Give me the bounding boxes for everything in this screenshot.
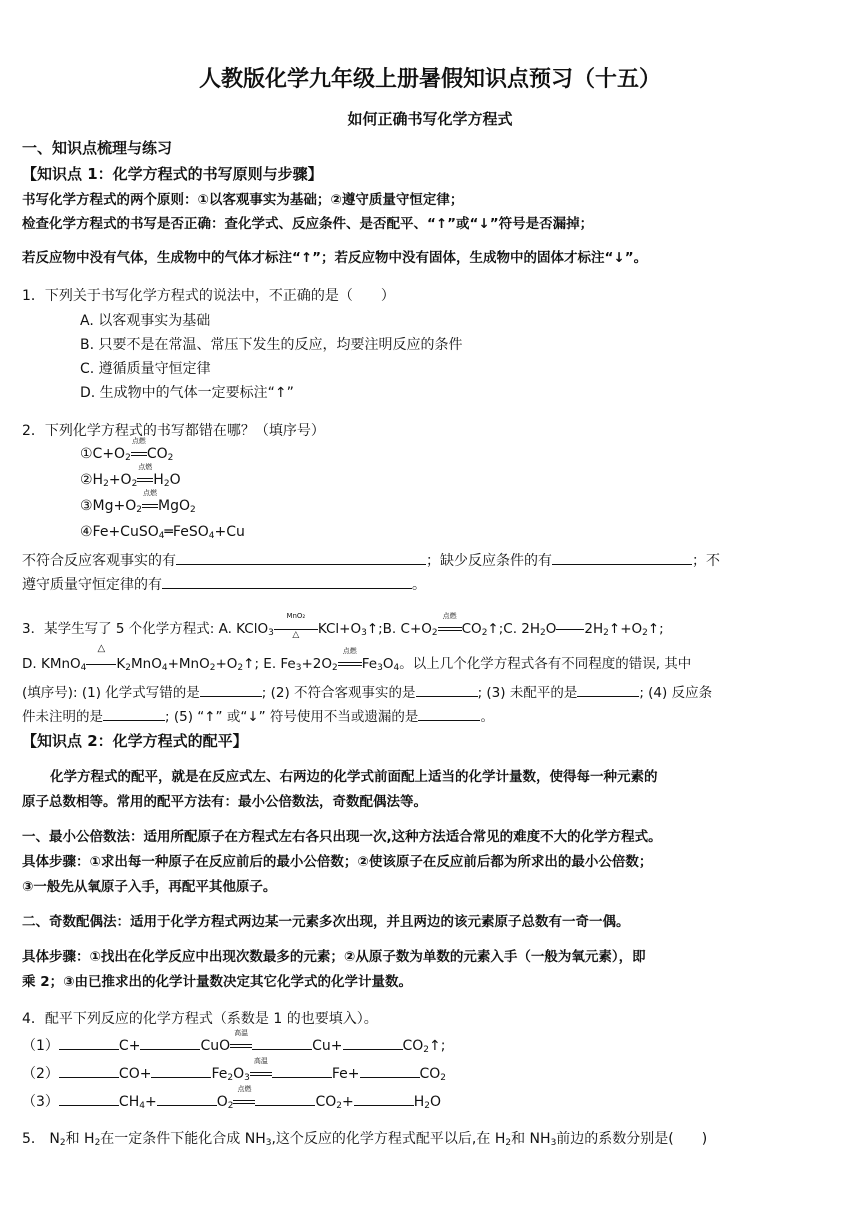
q3-text: MnO bbox=[131, 656, 162, 672]
q3-text: ↑; E. Fe bbox=[243, 656, 296, 672]
coefficient-blank[interactable] bbox=[59, 1065, 119, 1078]
q3-text: CO bbox=[461, 621, 482, 637]
eq-sub: 2 bbox=[59, 1138, 66, 1148]
eq-sub: 4 bbox=[158, 531, 165, 541]
odd-even-steps-cont: 乘 2；③由已推求出的化学计量数决定其它化学式的化学计量数。 bbox=[22, 974, 413, 990]
eq-sub: 2 bbox=[481, 628, 488, 638]
q5-stem bbox=[22, 1128, 707, 1148]
q3-text: 件未注明的是 bbox=[22, 709, 103, 725]
q3-text: (填序号): (1) 化学式写错的是 bbox=[22, 685, 200, 701]
eq-sub: 2 bbox=[163, 479, 170, 489]
eq-sub: 2 bbox=[424, 1101, 430, 1111]
kp1-principles: 书写化学方程式的两个原则：①以客观事实为基础；②遵守质量守恒定律； bbox=[22, 192, 464, 208]
eq-sub: 3 bbox=[268, 628, 274, 638]
eq-sub: 2 bbox=[125, 453, 131, 463]
coefficient-blank[interactable] bbox=[360, 1065, 420, 1078]
coefficient-blank[interactable] bbox=[59, 1037, 119, 1050]
q3-text: ; (5) “↑” 或“↓” 符号使用不当或遗漏的是 bbox=[165, 709, 419, 725]
eq-text: O bbox=[430, 1094, 442, 1110]
q3-text: ↑;B. C+O bbox=[366, 621, 432, 637]
q3-text: ↑+O bbox=[608, 621, 643, 637]
condition-label: 点燃 bbox=[237, 1085, 252, 1093]
q3-line-4 bbox=[22, 705, 494, 725]
eq-sub: 2 bbox=[136, 505, 143, 515]
eq-sub: 2 bbox=[332, 663, 338, 673]
eq-sub: 4 bbox=[139, 1101, 145, 1111]
kp2-definition-cont: 原子总数相等。常用的配平方法有：最小公倍数法，奇数配偶法等。 bbox=[22, 794, 427, 810]
q3-text: 。 bbox=[480, 709, 494, 725]
coefficient-blank[interactable] bbox=[255, 1093, 315, 1106]
condition-mark bbox=[338, 647, 362, 672]
q2-equation-2 bbox=[80, 463, 181, 489]
eq-sub: 2 bbox=[603, 628, 609, 638]
eq-text: + bbox=[144, 1094, 157, 1110]
eq-text: ↑; bbox=[429, 1038, 446, 1054]
eq-text: O bbox=[233, 1066, 245, 1082]
eq-sub: 2 bbox=[227, 1101, 234, 1111]
q3-text: O bbox=[545, 621, 557, 637]
eq-text: ②H bbox=[80, 472, 104, 488]
eq-sub: 2 bbox=[440, 1073, 447, 1083]
eq-sub: 2 bbox=[642, 628, 648, 638]
q2-fill-line-1 bbox=[22, 550, 720, 570]
odd-even-method: 二、奇数配偶法：适用于化学方程式两边某一元素多次出现，并且两边的该元素原子总数有一奇一偶。 bbox=[22, 914, 630, 930]
q2-fill-line-2 bbox=[22, 574, 426, 594]
condition-mark bbox=[556, 621, 584, 637]
condition-mark bbox=[230, 1029, 252, 1054]
condition-label: 高温 bbox=[253, 1057, 268, 1065]
fill-text: 遵守质量守恒定律的有 bbox=[22, 577, 162, 593]
q3-text: K bbox=[116, 656, 126, 672]
eq-sub: 2 bbox=[423, 1045, 430, 1055]
eq-text: CH bbox=[118, 1094, 140, 1110]
eq-sub: 3 bbox=[244, 1073, 250, 1083]
eq-text: Fe+ bbox=[331, 1066, 360, 1082]
q3-text: D. KMnO bbox=[22, 656, 81, 672]
eq-sub: 2 bbox=[209, 663, 216, 673]
eq-sub: 2 bbox=[431, 628, 438, 638]
q3-text: +2O bbox=[301, 656, 333, 672]
eq-text: H bbox=[413, 1094, 425, 1110]
eq-sub: 3 bbox=[361, 628, 367, 638]
eq-sub: 4 bbox=[80, 663, 87, 673]
q3-text: ; (4) 反应条 bbox=[639, 685, 713, 701]
eq-text: + bbox=[342, 1094, 354, 1110]
coefficient-blank[interactable] bbox=[343, 1037, 403, 1050]
q2-equation-1 bbox=[80, 437, 174, 463]
q3-line-2 bbox=[22, 643, 692, 673]
condition-label: 点燃 bbox=[131, 437, 146, 445]
condition-mark bbox=[274, 612, 318, 640]
coefficient-blank[interactable] bbox=[252, 1037, 312, 1050]
q1-option-a: A. 以客观事实为基础 bbox=[80, 313, 211, 329]
odd-even-steps: 具体步骤：①找出在化学反应中出现次数最多的元素；②从原子数为单数的元素入手（一般为氧元素），即 bbox=[22, 949, 646, 965]
condition-mark bbox=[438, 612, 462, 637]
kp2-definition: 化学方程式的配平，就是在反应式左、右两边的化学式前面配上适当的化学计量数，使得每一种元素的 bbox=[50, 769, 658, 785]
q1-option-d: D. 生成物中的气体一定要标注“↑” bbox=[80, 385, 294, 401]
q2-equation-4 bbox=[80, 524, 245, 541]
eq-text: MgO bbox=[158, 498, 191, 514]
q3-text: 。以上几个化学方程式各有不同程度的错误, 其中 bbox=[399, 656, 692, 672]
q5-text: 前边的系数分别是( ) bbox=[556, 1131, 708, 1147]
eq-sub: 2 bbox=[505, 1138, 512, 1148]
eq-sub: 2 bbox=[237, 663, 244, 673]
eq-text: ①C+O bbox=[80, 446, 126, 462]
q3-text: ; (2) 不符合客观事实的是 bbox=[261, 685, 416, 701]
eq-sub: 2 bbox=[131, 479, 138, 489]
eq-sub: 2 bbox=[94, 1138, 101, 1148]
answer-blank[interactable] bbox=[577, 684, 639, 697]
q4-number: （2） bbox=[22, 1066, 59, 1082]
fill-text: 不符合反应客观事实的有 bbox=[22, 553, 176, 569]
q4-reaction-1 bbox=[22, 1029, 446, 1055]
eq-text: Fe bbox=[211, 1066, 228, 1082]
eq-text: CO bbox=[315, 1094, 337, 1110]
answer-blank[interactable] bbox=[103, 708, 165, 721]
q1-option-b: B. 只要不是在常温、常压下发生的反应，均要注明反应的条件 bbox=[80, 337, 463, 353]
kp1-check: 检查化学方程式的书写是否正确：查化学式、反应条件、是否配平、“↑”或“↓”符号是否漏掉； bbox=[22, 216, 594, 232]
eq-text: CuO bbox=[200, 1038, 231, 1054]
eq-text: CO bbox=[402, 1038, 424, 1054]
eq-text: Cu+ bbox=[312, 1038, 343, 1054]
q5-text: 和 NH bbox=[511, 1131, 551, 1147]
q3-text: ↑;C. 2H bbox=[487, 621, 541, 637]
fill-text: ；不 bbox=[692, 553, 720, 569]
coefficient-blank[interactable] bbox=[59, 1093, 119, 1106]
q3-line-3 bbox=[22, 681, 712, 701]
condition-label: 点燃 bbox=[143, 489, 158, 497]
eq-text: CO bbox=[419, 1066, 441, 1082]
answer-blank[interactable] bbox=[176, 552, 426, 565]
eq-sub: 2 bbox=[167, 453, 174, 463]
eq-sub: 3 bbox=[265, 1138, 272, 1148]
condition-label: 点燃 bbox=[342, 647, 357, 655]
kp1-heading: 【知识点 1：化学方程式的书写原则与步骤】 bbox=[22, 165, 323, 183]
condition-label: △ bbox=[292, 630, 300, 640]
condition-mark bbox=[250, 1057, 272, 1082]
coefficient-blank[interactable] bbox=[151, 1065, 211, 1078]
q5-text: 和 H bbox=[65, 1131, 95, 1147]
q4-number: （1） bbox=[22, 1038, 59, 1054]
condition-label: 高温 bbox=[234, 1029, 249, 1037]
eq-text: ═FeSO bbox=[164, 524, 209, 540]
coefficient-blank[interactable] bbox=[140, 1037, 200, 1050]
eq-sub: 2 bbox=[190, 505, 196, 515]
page-subtitle: 如何正确书写化学方程式 bbox=[347, 110, 513, 128]
eq-text: C+ bbox=[118, 1038, 141, 1054]
condition-label: 点燃 bbox=[442, 612, 457, 620]
eq-text: CO+ bbox=[118, 1066, 152, 1082]
kp2-heading: 【知识点 2：化学方程式的配平】 bbox=[22, 732, 248, 750]
q4-reaction-3 bbox=[22, 1085, 442, 1111]
eq-sub: 3 bbox=[295, 663, 302, 673]
q3-line-1 bbox=[22, 612, 664, 640]
q2-equation-3 bbox=[80, 489, 196, 515]
eq-sub: 3 bbox=[377, 663, 383, 673]
condition-mark bbox=[233, 1085, 255, 1110]
eq-sub: 4 bbox=[161, 663, 168, 673]
q3-text: +O bbox=[215, 656, 238, 672]
q5-text: ,这个反应的化学方程式配平以后,在 H bbox=[271, 1131, 506, 1147]
q4-reaction-2 bbox=[22, 1057, 447, 1083]
condition-label: △ bbox=[97, 643, 106, 654]
answer-blank[interactable] bbox=[162, 576, 412, 589]
eq-sub: 2 bbox=[227, 1073, 234, 1083]
q1-option-c: C. 遵循质量守恒定律 bbox=[80, 361, 211, 377]
q3-text: KCl+O bbox=[317, 621, 362, 637]
eq-text: O bbox=[169, 472, 181, 488]
eq-sub: 2 bbox=[103, 479, 109, 489]
q4-stem: 4．配平下列反应的化学方程式（系数是 1 的也要填入）。 bbox=[22, 1011, 378, 1027]
answer-blank[interactable] bbox=[416, 684, 478, 697]
condition-label: 点燃 bbox=[138, 463, 153, 471]
eq-text: ③Mg+O bbox=[80, 498, 137, 514]
fill-text: 。 bbox=[412, 577, 426, 593]
q3-text: ; (3) 未配平的是 bbox=[477, 685, 578, 701]
q2-stem: 2．下列化学方程式的书写都错在哪？（填序号） bbox=[22, 423, 325, 439]
coefficient-blank[interactable] bbox=[272, 1065, 332, 1078]
condition-mark bbox=[137, 463, 153, 488]
eq-text: H bbox=[153, 472, 164, 488]
q3-text: 2H bbox=[584, 621, 604, 637]
eq-sub: 4 bbox=[208, 531, 215, 541]
section-heading: 一、知识点梳理与练习 bbox=[22, 139, 173, 157]
answer-blank[interactable] bbox=[200, 684, 262, 697]
lcm-steps-cont: ③一般先从氧原子入手，再配平其他原子。 bbox=[22, 879, 277, 895]
eq-text: CO bbox=[146, 446, 168, 462]
answer-blank[interactable] bbox=[552, 552, 692, 565]
eq-sub: 2 bbox=[125, 663, 131, 673]
condition-mark bbox=[86, 643, 116, 672]
eq-sub: 4 bbox=[393, 663, 400, 673]
coefficient-blank[interactable] bbox=[354, 1093, 414, 1106]
lcm-steps: 具体步骤：①求出每一种原子在反应前后的最小公倍数；②使该原子在反应前后都为所求出的最小公倍数； bbox=[22, 854, 653, 870]
eq-sub: 2 bbox=[540, 628, 546, 638]
condition-mark bbox=[131, 437, 147, 462]
q3-text: ↑; bbox=[647, 621, 664, 637]
eq-sub: 3 bbox=[550, 1138, 557, 1148]
q3-text: 3．某学生写了 5 个化学方程式: A. KClO bbox=[22, 621, 269, 637]
eq-text: +Cu bbox=[214, 524, 245, 540]
eq-sub: 2 bbox=[336, 1101, 342, 1111]
q1-stem: 1．下列关于书写化学方程式的说法中，不正确的是（ ） bbox=[22, 288, 395, 304]
page-title: 人教版化学九年级上册暑假知识点预习（十五） bbox=[198, 67, 661, 92]
condition-label: MnO₂ bbox=[286, 612, 306, 620]
eq-text: O bbox=[216, 1094, 228, 1110]
answer-blank[interactable] bbox=[418, 708, 480, 721]
fill-text: ；缺少反应条件的有 bbox=[426, 553, 552, 569]
coefficient-blank[interactable] bbox=[157, 1093, 217, 1106]
q4-number: （3） bbox=[22, 1094, 59, 1110]
q3-text: O bbox=[382, 656, 394, 672]
q3-text: +MnO bbox=[167, 656, 210, 672]
q3-text: Fe bbox=[361, 656, 378, 672]
eq-text: +O bbox=[108, 472, 132, 488]
lcm-method: 一、最小公倍数法：适用所配原子在方程式左右各只出现一次,这种方法适合常见的难度不大的化学方程式。 bbox=[22, 829, 662, 845]
condition-mark bbox=[142, 489, 158, 514]
q5-text: 5． N bbox=[22, 1131, 60, 1147]
eq-text: ④Fe+CuSO bbox=[80, 524, 159, 540]
kp1-arrow-rule: 若反应物中没有气体，生成物中的气体才标注“↑”；若反应物中没有固体，生成物中的固体才标注“↓”。 bbox=[22, 250, 648, 266]
q5-text: 在一定条件下能化合成 NH bbox=[100, 1131, 266, 1147]
